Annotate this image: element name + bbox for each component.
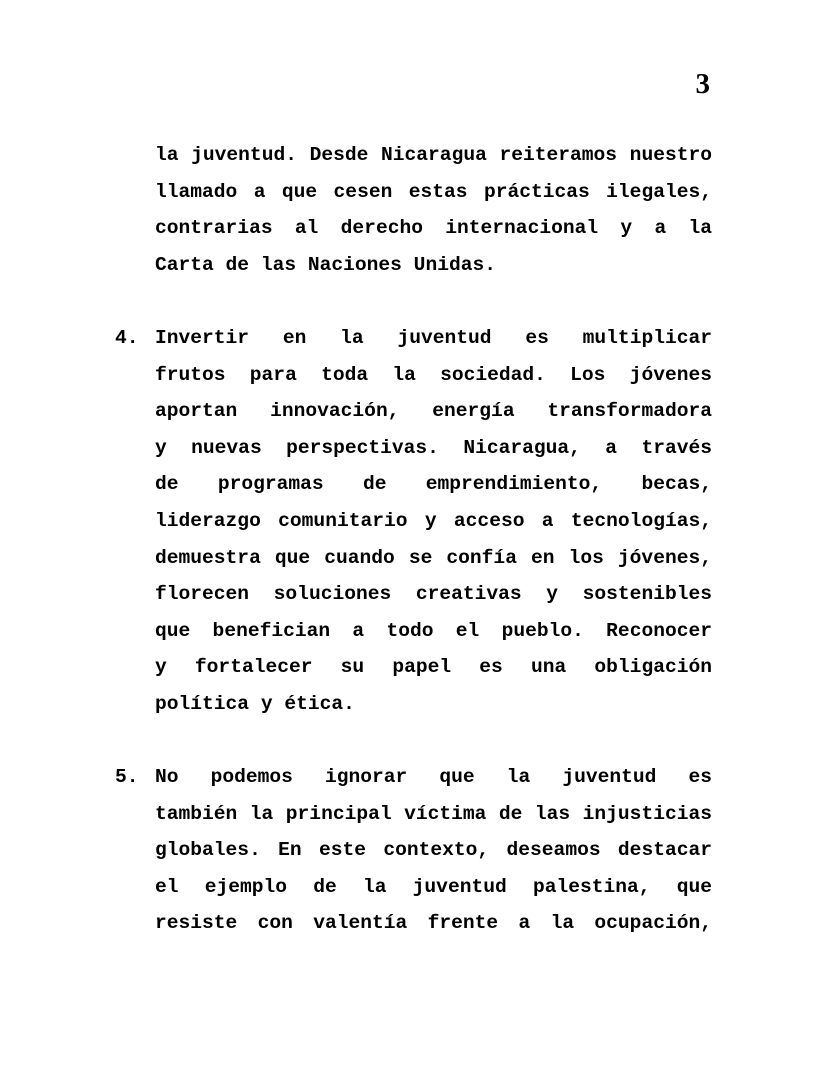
text-line: globales. En este contexto, deseamos destacar bbox=[155, 839, 712, 862]
list-item-text bbox=[155, 320, 712, 723]
text-line: aportan innovación, energía transformadora bbox=[155, 400, 712, 423]
text-line: florecen soluciones creativas y sostenibles bbox=[155, 583, 712, 606]
text-line: la juventud. Desde Nicaragua reiteramos nuestro bbox=[155, 144, 712, 166]
text-line: y nuevas perspectivas. Nicaragua, a través bbox=[155, 436, 712, 459]
list-item-text bbox=[155, 759, 712, 942]
text-line: No podemos ignorar que la juventud es bbox=[155, 766, 712, 789]
text-line: frutos para toda la sociedad. Los jóvenes bbox=[155, 363, 712, 386]
page-content bbox=[115, 137, 712, 942]
numbered-item-4 bbox=[115, 320, 712, 723]
text-line: Carta de las Naciones Unidas. bbox=[155, 253, 496, 276]
text-line: contrarias al derecho internacional y a la bbox=[155, 217, 712, 240]
text-line: el ejemplo de la juventud palestina, que bbox=[155, 875, 712, 898]
text-line: Invertir en la juventud es multiplicar bbox=[155, 326, 712, 349]
page-number: 3 bbox=[695, 68, 710, 100]
continuation-paragraph bbox=[155, 137, 712, 283]
numbered-item-5 bbox=[115, 759, 712, 942]
text-line: y fortalecer su papel es una obligación bbox=[155, 656, 712, 679]
text-line: demuestra que cuando se confía en los jóvenes, bbox=[155, 546, 712, 569]
text-line: también la principal víctima de las injusticias bbox=[155, 802, 712, 825]
text-line: resiste con valentía frente a la ocupación, bbox=[155, 912, 712, 935]
list-item-number: 5. bbox=[115, 766, 139, 789]
list-item-number: 4. bbox=[115, 326, 139, 349]
text-line: de programas de emprendimiento, becas, bbox=[155, 473, 712, 496]
text-line: política y ética. bbox=[155, 692, 355, 715]
text-line: llamado a que cesen estas prácticas ilegales, bbox=[155, 180, 712, 203]
text-line: que benefician a todo el pueblo. Reconocer bbox=[155, 619, 712, 642]
text-line: liderazgo comunitario y acceso a tecnologías, bbox=[155, 509, 712, 532]
